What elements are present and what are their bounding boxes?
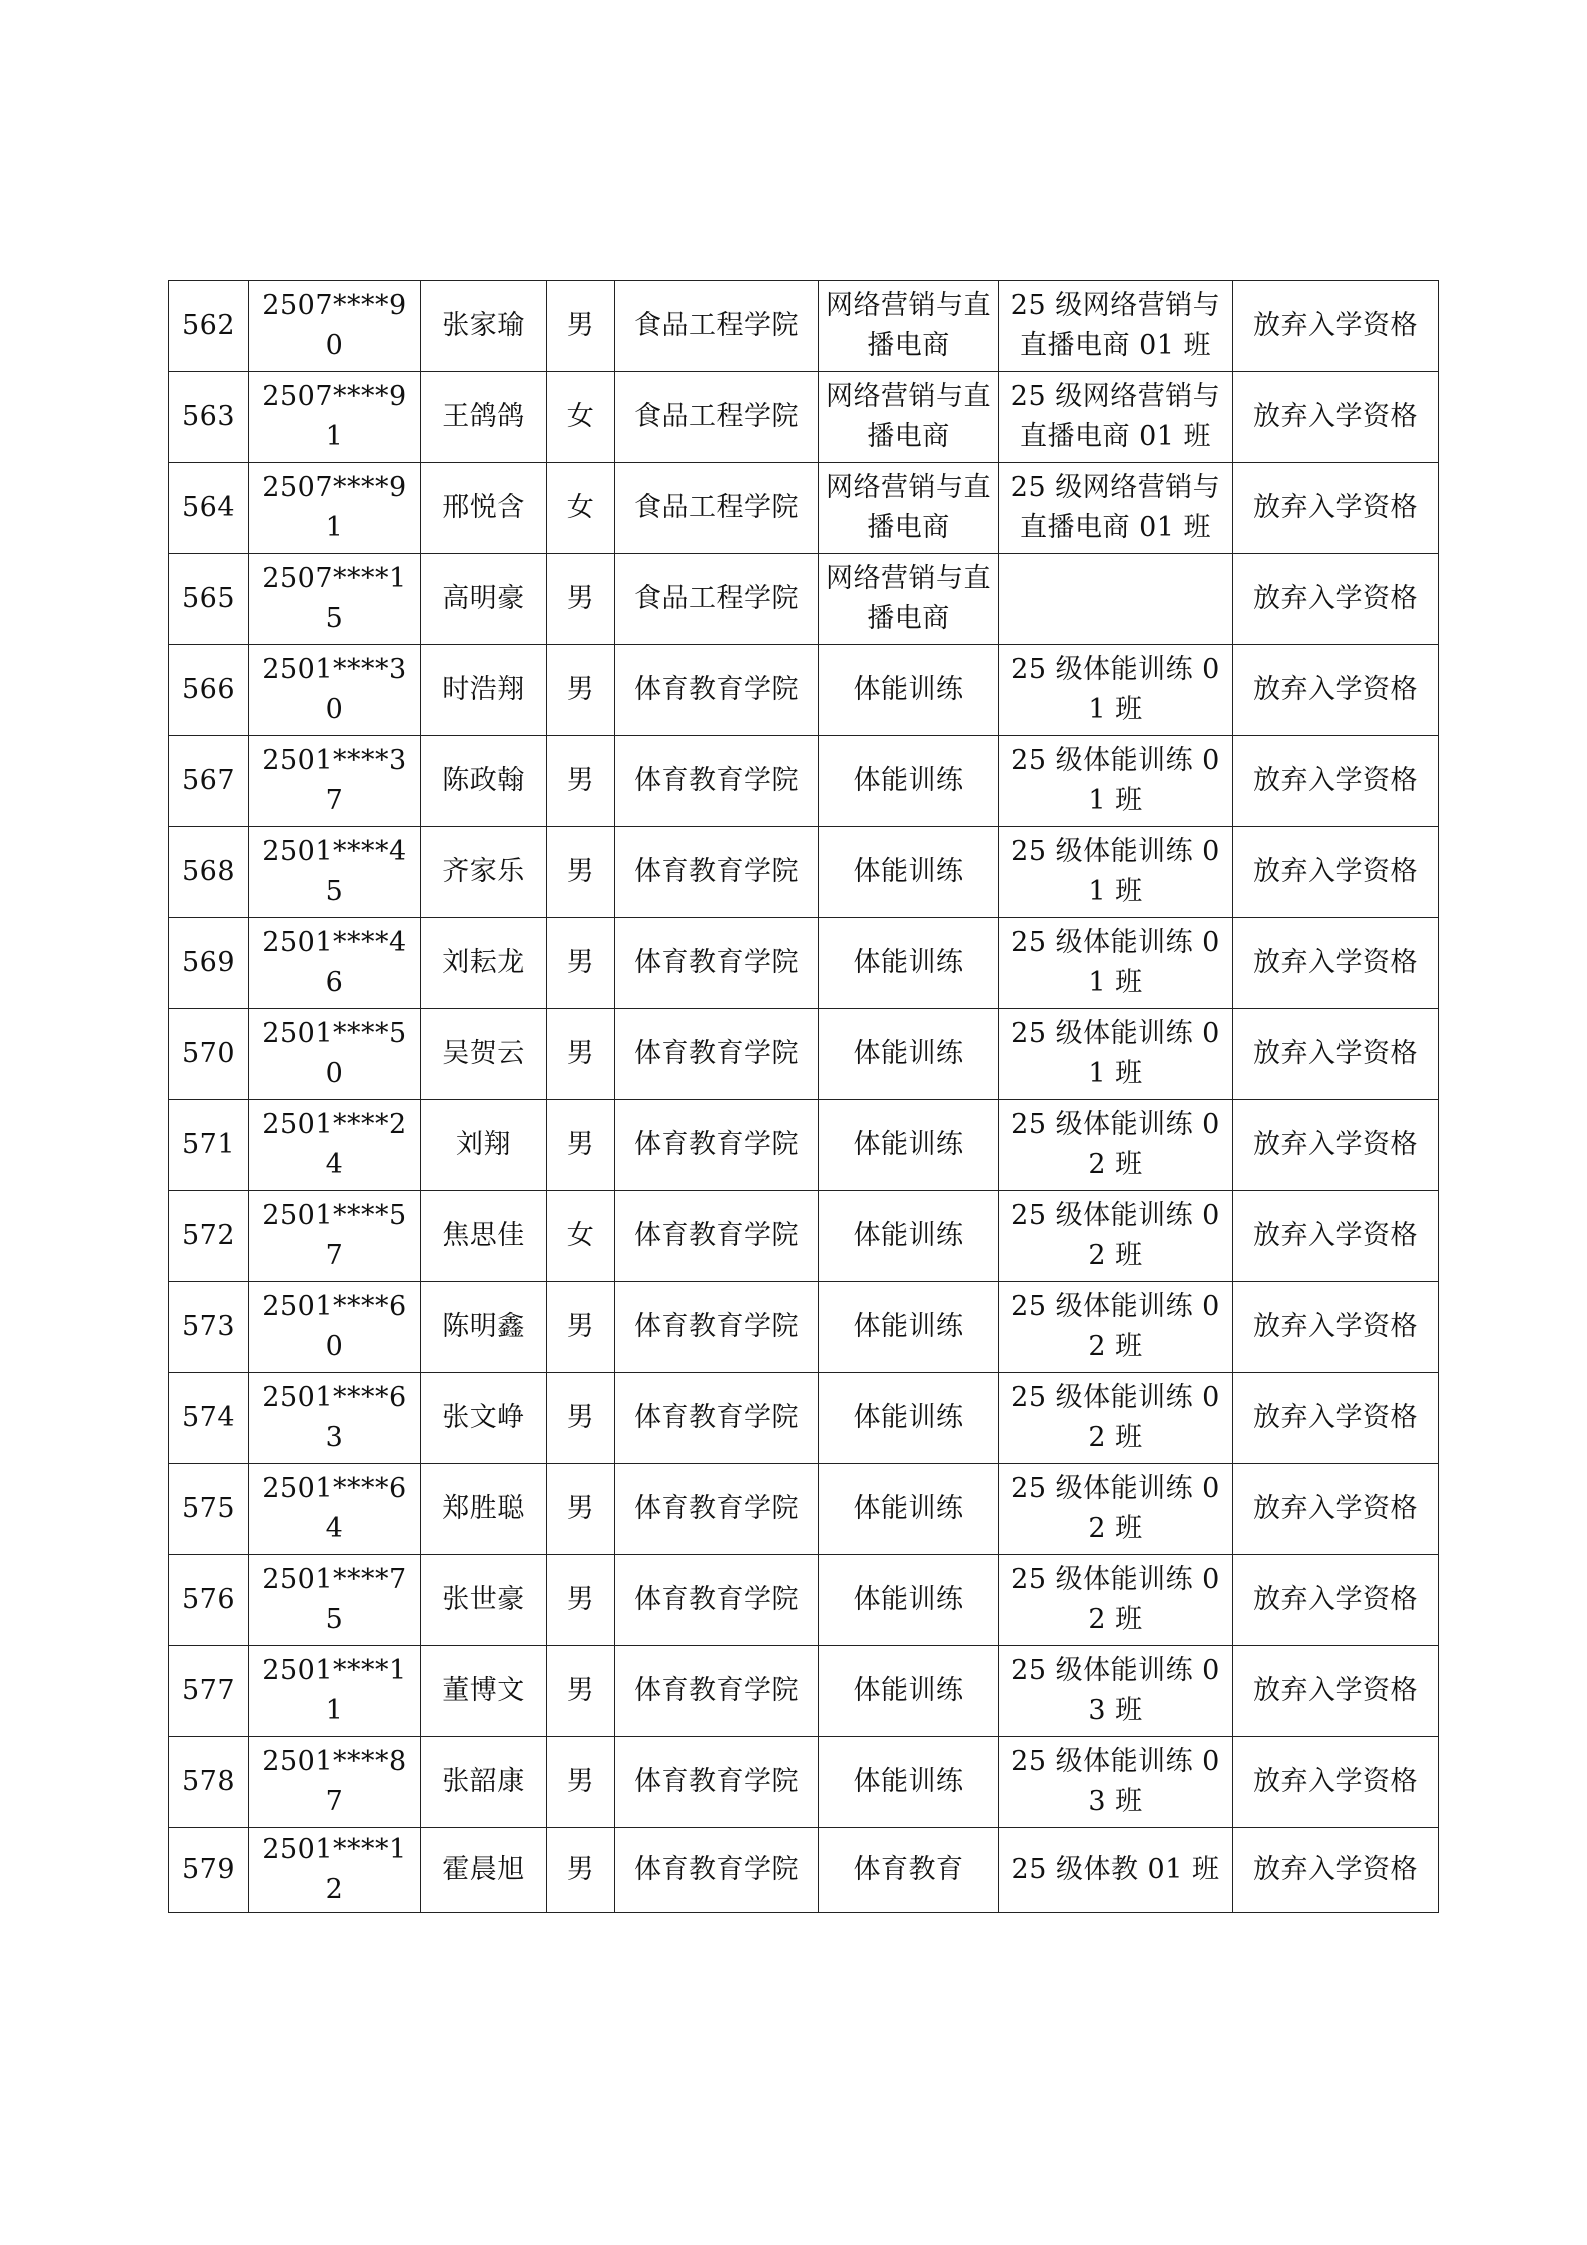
student-id-cell: 2501****37 bbox=[249, 736, 421, 827]
enrollment-status-cell: 放弃入学资格 bbox=[1233, 281, 1439, 372]
table-row bbox=[169, 1555, 1439, 1646]
enrollment-status-cell: 放弃入学资格 bbox=[1233, 1100, 1439, 1191]
row-number-cell: 563 bbox=[169, 372, 249, 463]
major-name-cell: 体能训练 bbox=[819, 918, 999, 1009]
enrollment-status-cell: 放弃入学资格 bbox=[1233, 645, 1439, 736]
college-name-cell: 体育教育学院 bbox=[615, 918, 819, 1009]
student-name-cell: 董博文 bbox=[421, 1646, 547, 1737]
college-name-cell: 体育教育学院 bbox=[615, 1737, 819, 1828]
college-name-cell: 体育教育学院 bbox=[615, 1646, 819, 1737]
row-number-cell: 567 bbox=[169, 736, 249, 827]
major-name-cell: 体能训练 bbox=[819, 1373, 999, 1464]
table-row bbox=[169, 1100, 1439, 1191]
student-id-cell: 2507****15 bbox=[249, 554, 421, 645]
major-name-cell: 体能训练 bbox=[819, 1646, 999, 1737]
student-id-cell: 2501****12 bbox=[249, 1828, 421, 1913]
student-name-cell: 时浩翔 bbox=[421, 645, 547, 736]
student-gender-cell: 女 bbox=[547, 1191, 615, 1282]
class-name-cell: 25 级体能训练 01 班 bbox=[999, 918, 1233, 1009]
enrollment-status-cell: 放弃入学资格 bbox=[1233, 736, 1439, 827]
table-row bbox=[169, 1646, 1439, 1737]
student-gender-cell: 男 bbox=[547, 1737, 615, 1828]
table-row bbox=[169, 918, 1439, 1009]
class-name-cell: 25 级体能训练 02 班 bbox=[999, 1191, 1233, 1282]
row-number-cell: 571 bbox=[169, 1100, 249, 1191]
class-name-cell: 25 级体能训练 01 班 bbox=[999, 736, 1233, 827]
class-name-cell: 25 级体能训练 02 班 bbox=[999, 1282, 1233, 1373]
student-id-cell: 2501****87 bbox=[249, 1737, 421, 1828]
enrollment-status-cell: 放弃入学资格 bbox=[1233, 1009, 1439, 1100]
student-gender-cell: 女 bbox=[547, 463, 615, 554]
student-gender-cell: 男 bbox=[547, 1009, 615, 1100]
college-name-cell: 体育教育学院 bbox=[615, 1282, 819, 1373]
table-row bbox=[169, 1464, 1439, 1555]
major-name-cell: 体能训练 bbox=[819, 1100, 999, 1191]
student-name-cell: 张家瑜 bbox=[421, 281, 547, 372]
student-id-cell: 2501****75 bbox=[249, 1555, 421, 1646]
major-name-cell: 网络营销与直播电商 bbox=[819, 372, 999, 463]
student-name-cell: 郑胜聪 bbox=[421, 1464, 547, 1555]
major-name-cell: 体能训练 bbox=[819, 1737, 999, 1828]
student-id-cell: 2507****91 bbox=[249, 372, 421, 463]
major-name-cell: 网络营销与直播电商 bbox=[819, 554, 999, 645]
college-name-cell: 食品工程学院 bbox=[615, 372, 819, 463]
table-row bbox=[169, 554, 1439, 645]
major-name-cell: 体能训练 bbox=[819, 1282, 999, 1373]
student-name-cell: 霍晨旭 bbox=[421, 1828, 547, 1913]
student-name-cell: 刘耘龙 bbox=[421, 918, 547, 1009]
row-number-cell: 569 bbox=[169, 918, 249, 1009]
row-number-cell: 570 bbox=[169, 1009, 249, 1100]
table-row bbox=[169, 1373, 1439, 1464]
row-number-cell: 576 bbox=[169, 1555, 249, 1646]
enrollment-status-cell: 放弃入学资格 bbox=[1233, 372, 1439, 463]
major-name-cell: 网络营销与直播电商 bbox=[819, 463, 999, 554]
student-id-cell: 2501****30 bbox=[249, 645, 421, 736]
student-id-cell: 2501****63 bbox=[249, 1373, 421, 1464]
table-row bbox=[169, 372, 1439, 463]
class-name-cell: 25 级体能训练 02 班 bbox=[999, 1373, 1233, 1464]
class-name-cell: 25 级体能训练 01 班 bbox=[999, 645, 1233, 736]
row-number-cell: 573 bbox=[169, 1282, 249, 1373]
row-number-cell: 565 bbox=[169, 554, 249, 645]
class-name-cell: 25 级体能训练 02 班 bbox=[999, 1100, 1233, 1191]
college-name-cell: 体育教育学院 bbox=[615, 1191, 819, 1282]
table-row bbox=[169, 736, 1439, 827]
student-id-cell: 2507****91 bbox=[249, 463, 421, 554]
row-number-cell: 575 bbox=[169, 1464, 249, 1555]
student-id-cell: 2501****64 bbox=[249, 1464, 421, 1555]
college-name-cell: 食品工程学院 bbox=[615, 281, 819, 372]
table-row bbox=[169, 281, 1439, 372]
enrollment-status-cell: 放弃入学资格 bbox=[1233, 1191, 1439, 1282]
student-name-cell: 高明豪 bbox=[421, 554, 547, 645]
enrollment-status-cell: 放弃入学资格 bbox=[1233, 1282, 1439, 1373]
college-name-cell: 体育教育学院 bbox=[615, 1100, 819, 1191]
college-name-cell: 体育教育学院 bbox=[615, 645, 819, 736]
student-gender-cell: 男 bbox=[547, 554, 615, 645]
row-number-cell: 562 bbox=[169, 281, 249, 372]
row-number-cell: 574 bbox=[169, 1373, 249, 1464]
major-name-cell: 体能训练 bbox=[819, 1555, 999, 1646]
table-row bbox=[169, 1282, 1439, 1373]
student-gender-cell: 男 bbox=[547, 918, 615, 1009]
class-name-cell: 25 级网络营销与直播电商 01 班 bbox=[999, 463, 1233, 554]
enrollment-status-cell: 放弃入学资格 bbox=[1233, 554, 1439, 645]
student-gender-cell: 男 bbox=[547, 281, 615, 372]
student-name-cell: 焦思佳 bbox=[421, 1191, 547, 1282]
table-row bbox=[169, 645, 1439, 736]
student-id-cell: 2501****57 bbox=[249, 1191, 421, 1282]
class-name-cell: 25 级体能训练 03 班 bbox=[999, 1646, 1233, 1737]
student-name-cell: 齐家乐 bbox=[421, 827, 547, 918]
class-name-cell: 25 级网络营销与直播电商 01 班 bbox=[999, 281, 1233, 372]
student-name-cell: 刘翔 bbox=[421, 1100, 547, 1191]
student-id-cell: 2501****60 bbox=[249, 1282, 421, 1373]
class-name-cell: 25 级体能训练 03 班 bbox=[999, 1737, 1233, 1828]
major-name-cell: 体能训练 bbox=[819, 1009, 999, 1100]
student-name-cell: 陈政翰 bbox=[421, 736, 547, 827]
enrollment-status-cell: 放弃入学资格 bbox=[1233, 1646, 1439, 1737]
college-name-cell: 体育教育学院 bbox=[615, 1464, 819, 1555]
enrollment-status-cell: 放弃入学资格 bbox=[1233, 1828, 1439, 1913]
roster-body bbox=[169, 281, 1439, 1913]
table-row bbox=[169, 463, 1439, 554]
college-name-cell: 食品工程学院 bbox=[615, 554, 819, 645]
enrollment-status-cell: 放弃入学资格 bbox=[1233, 463, 1439, 554]
student-id-cell: 2501****46 bbox=[249, 918, 421, 1009]
enrollment-status-cell: 放弃入学资格 bbox=[1233, 1555, 1439, 1646]
student-gender-cell: 男 bbox=[547, 1828, 615, 1913]
enrollment-status-cell: 放弃入学资格 bbox=[1233, 1464, 1439, 1555]
college-name-cell: 体育教育学院 bbox=[615, 1555, 819, 1646]
student-gender-cell: 男 bbox=[547, 827, 615, 918]
student-gender-cell: 男 bbox=[547, 1464, 615, 1555]
row-number-cell: 572 bbox=[169, 1191, 249, 1282]
enrollment-status-cell: 放弃入学资格 bbox=[1233, 827, 1439, 918]
major-name-cell: 体育教育 bbox=[819, 1828, 999, 1913]
college-name-cell: 体育教育学院 bbox=[615, 736, 819, 827]
row-number-cell: 564 bbox=[169, 463, 249, 554]
student-roster-table bbox=[168, 280, 1439, 1913]
class-name-cell: 25 级体能训练 01 班 bbox=[999, 1009, 1233, 1100]
student-name-cell: 张文峥 bbox=[421, 1373, 547, 1464]
class-name-cell: 25 级体能训练 02 班 bbox=[999, 1464, 1233, 1555]
student-gender-cell: 男 bbox=[547, 1100, 615, 1191]
college-name-cell: 体育教育学院 bbox=[615, 1373, 819, 1464]
major-name-cell: 体能训练 bbox=[819, 827, 999, 918]
row-number-cell: 566 bbox=[169, 645, 249, 736]
class-name-cell bbox=[999, 554, 1233, 645]
major-name-cell: 体能训练 bbox=[819, 1464, 999, 1555]
college-name-cell: 食品工程学院 bbox=[615, 463, 819, 554]
table-row bbox=[169, 1191, 1439, 1282]
table-row bbox=[169, 1828, 1439, 1913]
enrollment-status-cell: 放弃入学资格 bbox=[1233, 1737, 1439, 1828]
major-name-cell: 体能训练 bbox=[819, 1191, 999, 1282]
college-name-cell: 体育教育学院 bbox=[615, 1009, 819, 1100]
table-row bbox=[169, 1009, 1439, 1100]
student-name-cell: 吴贺云 bbox=[421, 1009, 547, 1100]
college-name-cell: 体育教育学院 bbox=[615, 827, 819, 918]
student-name-cell: 陈明鑫 bbox=[421, 1282, 547, 1373]
student-gender-cell: 男 bbox=[547, 645, 615, 736]
class-name-cell: 25 级体能训练 02 班 bbox=[999, 1555, 1233, 1646]
class-name-cell: 25 级网络营销与直播电商 01 班 bbox=[999, 372, 1233, 463]
table-row bbox=[169, 827, 1439, 918]
student-id-cell: 2501****24 bbox=[249, 1100, 421, 1191]
row-number-cell: 578 bbox=[169, 1737, 249, 1828]
row-number-cell: 568 bbox=[169, 827, 249, 918]
student-name-cell: 张韶康 bbox=[421, 1737, 547, 1828]
student-gender-cell: 男 bbox=[547, 1282, 615, 1373]
enrollment-status-cell: 放弃入学资格 bbox=[1233, 1373, 1439, 1464]
major-name-cell: 体能训练 bbox=[819, 645, 999, 736]
student-id-cell: 2501****50 bbox=[249, 1009, 421, 1100]
student-name-cell: 王鸽鸽 bbox=[421, 372, 547, 463]
student-gender-cell: 女 bbox=[547, 372, 615, 463]
student-gender-cell: 男 bbox=[547, 1646, 615, 1737]
student-gender-cell: 男 bbox=[547, 736, 615, 827]
student-id-cell: 2507****90 bbox=[249, 281, 421, 372]
student-name-cell: 邢悦含 bbox=[421, 463, 547, 554]
student-gender-cell: 男 bbox=[547, 1555, 615, 1646]
major-name-cell: 体能训练 bbox=[819, 736, 999, 827]
row-number-cell: 577 bbox=[169, 1646, 249, 1737]
student-id-cell: 2501****45 bbox=[249, 827, 421, 918]
table-row bbox=[169, 1737, 1439, 1828]
enrollment-status-cell: 放弃入学资格 bbox=[1233, 918, 1439, 1009]
class-name-cell: 25 级体能训练 01 班 bbox=[999, 827, 1233, 918]
student-id-cell: 2501****11 bbox=[249, 1646, 421, 1737]
college-name-cell: 体育教育学院 bbox=[615, 1828, 819, 1913]
row-number-cell: 579 bbox=[169, 1828, 249, 1913]
major-name-cell: 网络营销与直播电商 bbox=[819, 281, 999, 372]
class-name-cell: 25 级体教 01 班 bbox=[999, 1828, 1233, 1913]
student-name-cell: 张世豪 bbox=[421, 1555, 547, 1646]
student-gender-cell: 男 bbox=[547, 1373, 615, 1464]
